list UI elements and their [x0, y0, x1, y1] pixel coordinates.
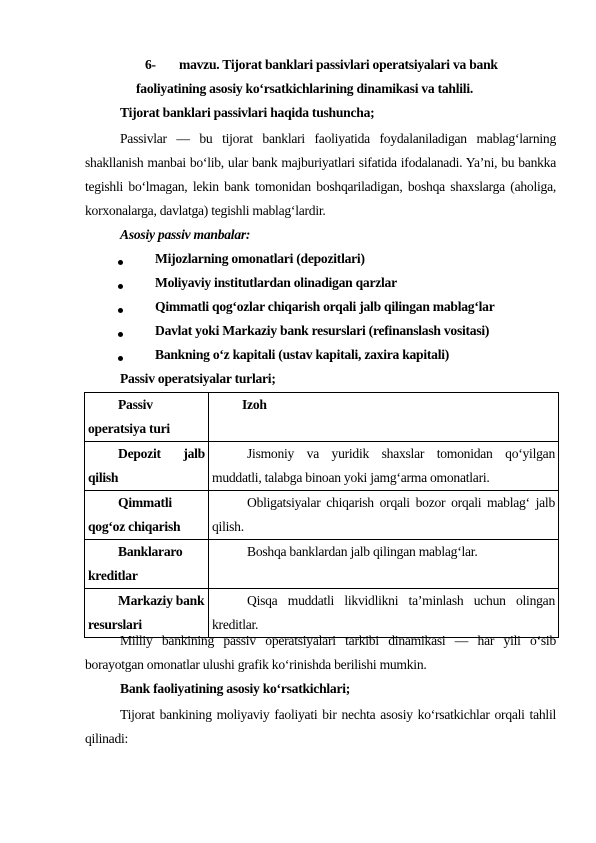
- paragraph-indicators-intro: Tijorat bankining moliyaviy faoliyati bir nechta asosiy ko‘rsatkichlar orqali tahlil qilinadi:: [85, 707, 556, 746]
- section-heading-indicators: Bank faoliyatining asosiy ko‘rsatkichlari;: [120, 681, 351, 696]
- bullet-icon: [118, 260, 123, 265]
- operation-note: Jismoniy va yuridik shaxslar tomonidan qo‘yilgan muddatli, talabga binoan yoki jamg‘arma omonatlari.: [209, 442, 559, 491]
- bullet-icon: [118, 308, 123, 313]
- operation-note: Obligatsiyalar chiqarish orqali bozor orqali mablag‘ jalb qilish.: [209, 491, 559, 540]
- bullet-icon: [118, 356, 123, 361]
- document-page: 6- mavzu. Tijorat banklari passivlari operatsiyalari va bank faoliyatining asosiy ko‘rsatkichlarining dinamikasi va tahlili. Tijorat banklari passivlari haqida tushuncha; Passivlar — bu tijorat banklari faoliyatida foydalaniladigan mablag‘larning shakllanish manbai bo‘lib, ular bank majburiyatlari sifatida ifodalanadi. Ya’ni, bu bankka tegishli bo‘lmagan, lekin bank tomonidan boshqariladigan, boshqa shaxslarga (aholiga, korxonalarga, davlatga) tegishli mablag‘lardir. Asosiy passiv manbalar: Mijozlarning omonatlari (depozitlari) Moliyaviy institutlardan olinadigan qarzlar Qimmatli qog‘ozlar chiqarish orqali jalb qilingan mablag‘lar Davlat yoki Markaziy bank resurslari (refinanslash vositasi) Bankning o‘z kapitali (ustav kapitali, zaxira kapitali) Passiv operatsiyalar turlari; Passiv operatsiya turi Izoh Depozit jalb qilish Jismoniy va yuridik shaxslar tomonidan qo‘yilgan muddatli, talabga binoan yoki jamg‘arma omonatlari. Qimmatli qog‘oz chiqarish Obligatsiyalar chiqarish orqali bozor orqali mablag‘ jalb qilish. Banklararo kreditlar Boshqa banklardan jalb qilingan mablag‘lar. Markaziy bank resurslari Qisqa muddatli likvidlikni ta’minlash uchun olingan kreditlar. Milliy bankining passiv operatsiyalari tarkibi dinamikasi — har yili o‘sib borayotgan omonatlar ulushi grafik ko‘rinishda berilishi mumkin. Bank faoliyatining asosiy ko‘rsatkichlari; Tijorat bankining moliyaviy faoliyati bir nechta asosiy ko‘rsatkichlar orqali tahlil qilinadi:: [0, 0, 596, 843]
- title-line-1: mavzu. Tijorat banklari passivlari operatsiyalari va bank: [179, 57, 498, 72]
- header-operation-type: Passiv operatsiya turi: [85, 393, 209, 442]
- types-heading: Passiv operatsiyalar turlari;: [120, 371, 276, 386]
- operation-type: Banklararo kreditlar: [85, 540, 209, 589]
- topic-number: 6-: [145, 57, 156, 72]
- operation-type: Depozit jalb qilish: [85, 442, 209, 491]
- table-row: [85, 491, 559, 540]
- table-row: [85, 540, 559, 589]
- header-note: Izoh: [209, 393, 559, 442]
- operation-note: Qisqa muddatli likvidlikni ta’minlash uchun olingan kreditlar.: [209, 589, 559, 638]
- section-heading-passivlar: Tijorat banklari passivlari haqida tushuncha;: [120, 105, 375, 120]
- paragraph-passivlar-definition: Passivlar — bu tijorat banklari faoliyatida foydalaniladigan mablag‘larning shakllanish manbai bo‘lib, ular bank majburiyatlari sifatida ifodalanadi. Ya’ni, bu bankka tegishli bo‘lmagan, lekin bank tomonidan boshqariladigan, boshqa shaxslarga (aholiga, korxonalarga, davlatga) tegishli mablag‘lardir.: [85, 131, 556, 218]
- sources-heading: Asosiy passiv manbalar:: [120, 227, 251, 242]
- passive-operations-table: [84, 392, 559, 638]
- bullet-icon: [118, 284, 123, 289]
- operation-note: Boshqa banklardan jalb qilingan mablag‘lar.: [209, 540, 559, 589]
- paragraph-dynamics: Milliy bankining passiv operatsiyalari tarkibi dinamikasi — har yili o‘sib borayotgan omonatlar ulushi grafik ko‘rinishda berilishi mumkin.: [85, 633, 556, 672]
- title-line-2: faoliyatining asosiy ko‘rsatkichlarining dinamikasi va tahlili.: [136, 81, 473, 96]
- operation-type: Markaziy bank resurslari: [85, 589, 209, 638]
- table-row: [85, 442, 559, 491]
- bullet-icon: [118, 332, 123, 337]
- operation-type: Qimmatli qog‘oz chiqarish: [85, 491, 209, 540]
- table-header-row: [85, 393, 559, 442]
